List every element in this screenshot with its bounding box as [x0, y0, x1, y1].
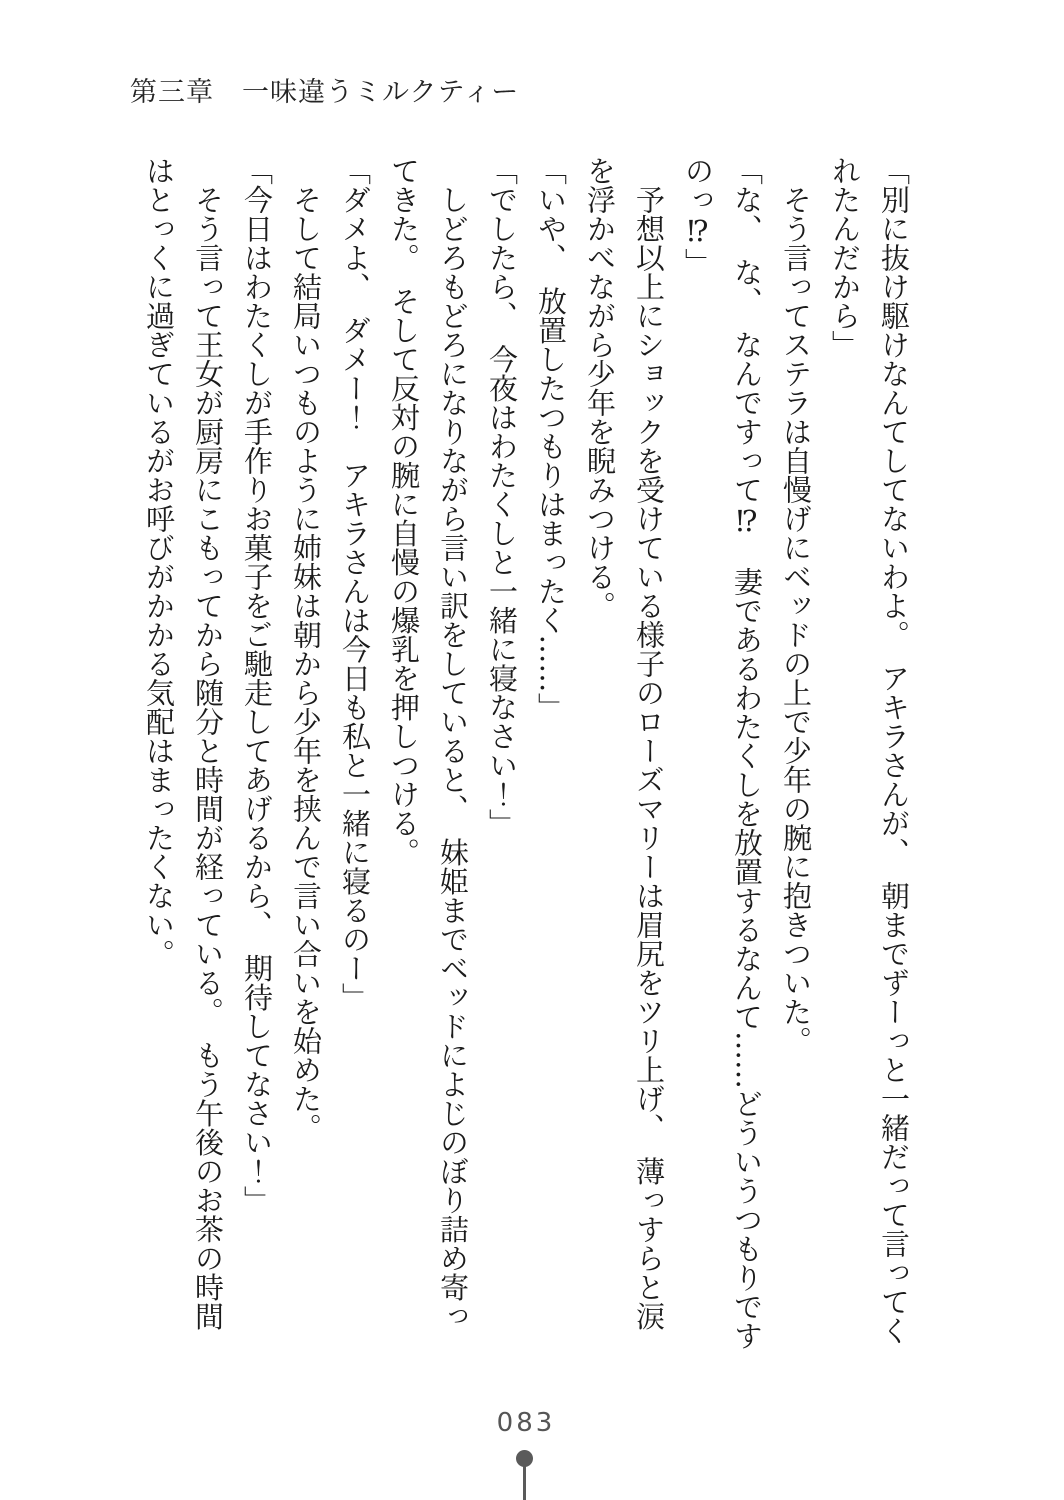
text-line: のっ⁉」	[681, 156, 715, 277]
text-line: を浮かべながら少年を睨みつける。	[583, 156, 617, 620]
text-line: てきた。 そして反対の腕に自慢の爆乳を押しつける。	[387, 156, 421, 867]
text-line: 「別に抜け駆けなんてしてないわよ。 アキラさんが、 朝までずーっと一緒だって言ってく	[877, 156, 911, 1345]
text-line: 「ダメよ、 ダメー！ アキラさんは今日も私と一緒に寝るのー」	[338, 156, 372, 1012]
bookmark-pin-ornament	[514, 1450, 536, 1500]
text-line: しどろもどろになりながら言い訳をしていると、 妹姫までベッドによじのぼり詰め寄っ	[436, 185, 470, 1331]
text-line: そう言って王女が厨房にこもってから随分と時間が経っている。 もう午後のお茶の時間	[191, 185, 225, 1331]
bookmark-pin-line	[523, 1462, 526, 1500]
text-line: れたんだから」	[828, 156, 862, 359]
page-number: 083	[496, 1408, 556, 1438]
text-line: そう言ってステラは自慢げにベッドの上で少年の腕に抱きついた。	[779, 185, 813, 1055]
page-body-text	[134, 156, 918, 1384]
text-line: そして結局いつものように姉妹は朝から少年を挟んで言い合いを始めた。	[289, 185, 323, 1142]
text-line: 「でしたら、 今夜はわたくしと一緒に寝なさい！」	[485, 156, 519, 838]
text-line: 「な、 な、 なんですって⁉ 妻であるわたくしを放置するなんて……どういうつもりです	[730, 156, 764, 1350]
text-line: 「いや、 放置したつもりはまったく……」	[534, 156, 568, 722]
chapter-header: 第三章 一味違うミルクティー	[130, 77, 520, 108]
bookmark-pin-icon	[516, 1450, 533, 1467]
text-line: 「今日はわたくしが手作りお菓子をご馳走してあげるから、 期待してなさい！」	[240, 156, 274, 1215]
text-line: 予想以上にショックを受けている様子のローズマリーは眉尻をツリ上げ、 薄っすらと涙	[632, 185, 666, 1331]
text-line: はとっくに過ぎているがお呼びがかかる気配はまったくない。	[142, 156, 176, 968]
